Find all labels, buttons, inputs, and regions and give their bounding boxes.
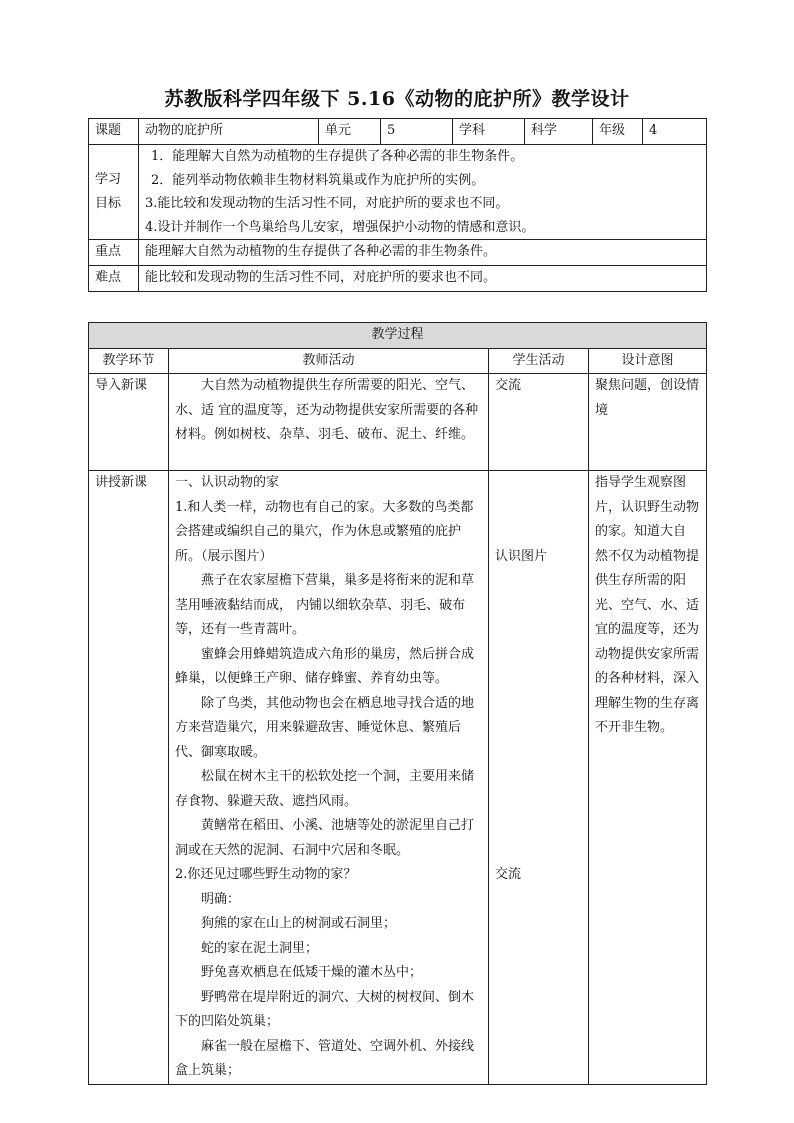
col-header-student: 学生活动 [489,348,589,374]
goals-label [89,145,139,240]
teacher-para: 一、认识动物的家 [175,475,280,490]
goal-item: 1．能理解大自然为动植物的生存提供了各种必需的非生物条件。 [151,149,524,164]
new-lesson-row [89,471,707,1085]
goals-label-line2: 目标 [95,196,122,211]
new-teacher [169,471,489,1085]
topic-value: 动物的庇护所 [139,119,319,145]
key-point-row [89,240,707,266]
goals-row [89,145,707,240]
teacher-para: 蛇的家在泥土洞里； [201,940,319,956]
key-point-label: 重点 [89,240,139,266]
info-row [89,119,707,145]
difficulty-text: 能比较和发现动物的生活习性不同，对庇护所的要求也不同。 [139,265,707,291]
unit-label: 单元 [319,119,381,145]
unit-value: 5 [381,119,453,145]
intro-stage: 导入新课 [89,374,169,471]
teacher-para: 1.和人类一样，动物也有自己的家。大多数的鸟类都会搭建或编织自己的巢穴，作为休息或繁殖的庇护所。（展示图片） [175,499,474,564]
teacher-para: 松鼠在树木主干的松软处挖一个洞，主要用来储存食物、躲避天敌、遮挡风雨。 [175,769,475,809]
col-header-intent: 设计意图 [589,348,707,374]
difficulty-row [89,265,707,291]
teacher-para: 除了鸟类，其他动物也会在栖息地寻找合适的地方来营造巢穴，用来躲避敌害、睡觉休息、繁殖后代、御寒取暖。 [175,695,475,760]
teacher-para: 黄鳝常在稻田、小溪、池塘等处的淤泥里自己打洞或在天然的泥洞、石洞中穴居和冬眠。 [175,818,475,858]
goal-item: 4.设计并制作一个鸟巢给鸟儿安家，增强保护小动物的情感和意识。 [145,219,535,235]
intro-intent: 聚焦问题，创设情境 [589,374,707,471]
teacher-para: 野鸭常在堤岸附近的洞穴、大树的树杈间、倒木下的凹陷处筑巢； [175,989,475,1029]
new-stage: 讲授新课 [89,471,169,1085]
process-table [88,322,707,1085]
col-header-stage: 教学环节 [89,348,169,374]
grade-value: 4 [643,119,707,145]
new-student [489,471,589,1085]
teacher-para: 野兔喜欢栖息在低矮干燥的灌木丛中； [201,965,423,980]
intro-teacher-text: 大自然为动植物提供生存所需要的阳光、空气、水、适 宜的温度等，还为动物提供安家所需要的各种材料。例如树枝、杂草、羽毛、破布、泥土、纤维。 [175,378,479,442]
topic-label: 课题 [89,119,139,145]
intro-row [89,374,707,471]
subject-label: 学科 [453,119,525,145]
key-point-text: 能理解大自然为动植物的生存提供了各种必需的非生物条件。 [139,240,707,266]
goal-item: 3.能比较和发现动物的生活习性不同，对庇护所的要求也不同。 [145,196,509,211]
difficulty-label: 难点 [89,265,139,291]
teacher-para: 蜜蜂会用蜂蜡筑造成六角形的巢房，然后拼合成蜂巢，以便蜂王产卵、储存蜂蜜、养育幼虫等。 [175,646,475,686]
student-activity-1: 认识图片 [495,548,548,564]
page-title: 苏教版科学四年级下 5.16《动物的庇护所》教学设计 [164,88,630,110]
teacher-para: 2.你还见过哪些野生动物的家？ [175,867,357,882]
teacher-para: 明确： [201,891,241,907]
col-header-teacher: 教师活动 [169,348,489,374]
new-intent: 指导学生观察图片，认识野生动物的家。知道大自 然不仅为动植物提供生存所需的阳光、空气、水、适宜的温度等，还为动物提供安家所需的各种材料，深入理解生物的生存离不开非生物。 [589,471,707,1085]
intro-student: 交流 [489,374,589,471]
process-title: 教学过程 [89,323,707,349]
intro-teacher [169,374,489,471]
grade-label: 年级 [593,119,643,145]
subject-value: 科学 [525,119,593,145]
goal-item: 2．能列举动物依赖非生物材料筑巢或作为庇护所的实例。 [151,172,485,188]
process-band-row [89,323,707,349]
column-header-row [89,348,707,374]
info-table [88,118,707,292]
teacher-para: 狗熊的家在山上的树洞或石洞里； [201,916,397,931]
goals-list [139,145,707,240]
student-activity-2: 交流 [495,867,522,882]
goals-label-line1: 学习 [95,171,122,187]
teacher-para: 燕子在农家屋檐下营巢，巢多是将衔来的泥和草茎用唾液黏结而成， 内铺以细软杂草、羽毛、破布等，还有一些青蒿叶。 [175,573,475,637]
teacher-para: 麻雀一般在屋檐下、管道处、空调外机、外接线盒上筑巢； [175,1038,475,1078]
